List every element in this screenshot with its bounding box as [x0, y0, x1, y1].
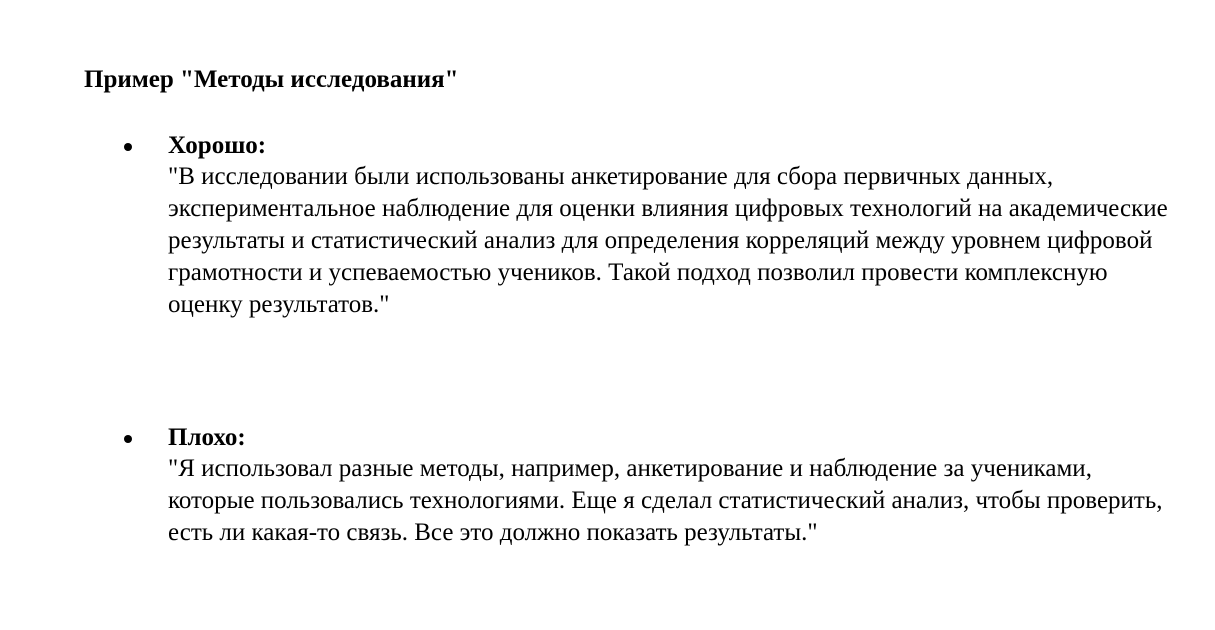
example-label-good: Хорошо:: [168, 132, 267, 159]
bullet-icon: [124, 435, 132, 443]
bullet-icon: [124, 143, 132, 151]
example-text-good: "В исследовании были использованы анкетирование для сбора первичных данных, экспериментальное наблюдение для оценки влияния цифровых технологий на академические результаты и статистический анализ для определения корреляций между уровнем цифровой грамотности и успеваемостью учеников. Такой подход позволил провести комплексную оценку результатов.": [168, 163, 1168, 318]
example-content: [168, 422, 1178, 549]
page-title: Пример "Методы исследования": [84, 66, 459, 93]
example-text-bad: "Я использовал разные методы, например, анкетирование и наблюдение за учениками, которые пользовались технологиями. Еще я сделал статистический анализ, чтобы проверить, есть ли какая-то связь. Все это должно показать результаты.": [168, 455, 1163, 546]
example-content: [168, 130, 1178, 321]
example-label-bad: Плохо:: [168, 424, 246, 451]
